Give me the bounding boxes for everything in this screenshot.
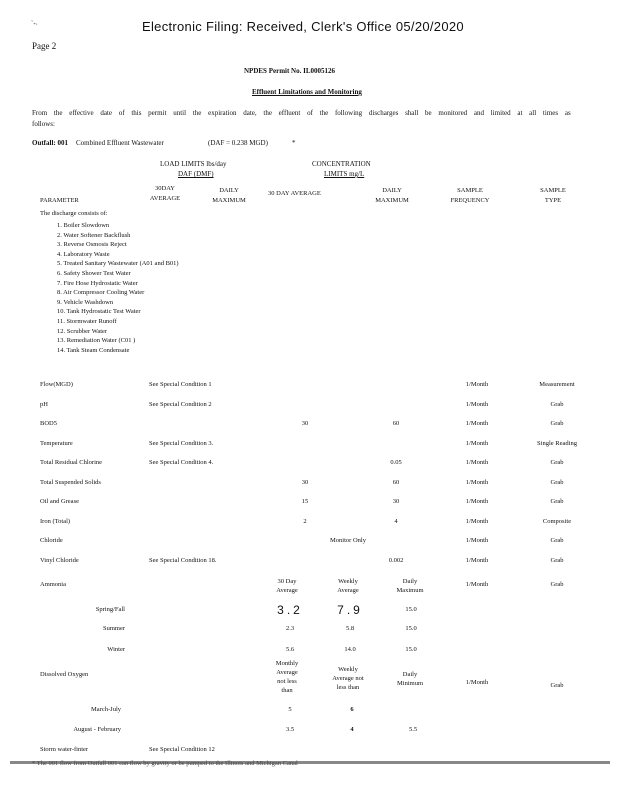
ammonia-freq: 1/Month (465, 581, 489, 588)
season-name: Spring/Fall (95, 606, 125, 613)
sample-type: Grab (550, 537, 564, 544)
season-name: March-July (91, 706, 121, 713)
load-avg-head: 30DAY AVERAGE (149, 185, 181, 202)
conc-max-value: 60 (392, 420, 400, 427)
sample-type: Grab (550, 498, 564, 505)
oxygen-weekly-value: 6 (350, 706, 354, 713)
conc-avg-value: 15 (301, 498, 309, 505)
discharge-item: 5. Treated Sanitary Wastewater (A01 and B01) (57, 260, 179, 268)
ammonia-avg30-value: 2.3 (285, 625, 295, 632)
sample-type-head: SAMPLE TYPE (540, 187, 566, 204)
param-name: Iron (Total) (40, 518, 71, 525)
oxygen-daily-value: 5.5 (408, 726, 418, 733)
conc-max-value: 0.002 (388, 557, 404, 564)
permit-number: NPDES Permit No. IL0005126 (244, 67, 335, 75)
conc-max-value: 0.05 (390, 459, 402, 466)
daf-dmf-head: DAF (DMF) (178, 170, 214, 178)
param-name: Temperature (40, 440, 73, 447)
discharge-item: 1. Boiler Slowdown (57, 222, 110, 229)
param-name: Total Residual Chlorine (40, 459, 103, 466)
ammonia-daily-value: 15.0 (405, 646, 417, 653)
conc-max-head: DAILY MAXIMUM (375, 187, 409, 204)
ammonia-weekly-value: 7.9 (337, 603, 363, 617)
parameter-head: PARAMETER (40, 197, 79, 204)
discharge-item: 6. Safety Shower Test Water (57, 269, 131, 277)
param-name: Oil and Grease (40, 498, 79, 505)
discharge-intro: The discharge consists of: (40, 210, 108, 217)
conc-avg-head: 30 DAY AVERAGE (268, 190, 321, 197)
discharge-item: 13. Remediation Water (C01 ) (57, 337, 136, 345)
ammonia-weekly-value: 5.8 (345, 625, 355, 632)
sample-frequency: 1/Month (465, 459, 489, 466)
intro-paragraph: From the effective date of this permit until the expiration date, the effluent of the following discharges shall be monitored and limited at all times as follows: (32, 109, 571, 128)
param-name: pH (40, 401, 48, 408)
season-name: Summer (102, 625, 125, 632)
param-name: Chloride (40, 537, 63, 544)
season-name: August - February (73, 726, 121, 733)
ammonia-avg30-value: 5.6 (285, 646, 295, 653)
load-avg-value: See Special Condition 3. (149, 440, 214, 447)
oxygen-weekly-head: Weekly Average not less than (332, 666, 364, 691)
section-title: Effluent Limitations and Monitoring (252, 88, 362, 96)
discharge-item: 3. Reverse Osmosis Reject (57, 241, 127, 249)
param-name: Flow(MGD) (40, 381, 73, 388)
conc-max-value: 60 (392, 479, 400, 486)
ammonia-param: Ammonia (40, 581, 66, 588)
load-max-head: DAILY MAXIMUM (212, 187, 246, 204)
discharge-list (57, 221, 179, 355)
oxygen-monthly-value: 5 (288, 706, 292, 713)
oxygen-param: Dissolved Oxygen (40, 671, 89, 678)
param-name: Vinyl Chloride (40, 557, 79, 564)
discharge-item: 4. Laboratory Waste (57, 250, 110, 258)
sample-type: Single Reading (537, 440, 577, 447)
concentration-head: CONCENTRATION (312, 160, 371, 168)
corner-mark: `-· (31, 21, 38, 28)
ammonia-daily-value: 15.0 (405, 606, 417, 613)
page-label: Page 2 (32, 41, 57, 51)
sample-type: Grab (550, 459, 564, 466)
ammonia-weekly-head: Weekly Average (337, 578, 359, 594)
daf-value: (DAF = 0.238 MGD) (208, 139, 268, 147)
conc-avg-value: 2 (303, 518, 307, 525)
footer-note: * The 001 flow from Outfall 001 can flow by gravity or be pumped to the Illinois and Michigan Canal (32, 760, 298, 767)
param-name: Total Suspended Solids (40, 479, 101, 486)
sample-type: Composite (542, 518, 572, 525)
limits-mgl-head: LIMITS mg/L (324, 170, 365, 178)
load-limits-head: LOAD LIMITS lbs/day (160, 160, 227, 168)
load-avg-value: See Special Condition 2 (149, 401, 212, 408)
sample-frequency: 1/Month (465, 401, 489, 408)
sample-type: Grab (550, 401, 564, 408)
season-name: Winter (107, 646, 125, 653)
sample-freq-head: SAMPLE FREQUENCY (450, 187, 490, 204)
ammonia-daily-head: Daily Maximum (396, 578, 424, 594)
discharge-item: 8. Air Compressor Cooling Water (57, 289, 145, 297)
load-avg-value: See Special Condition 1 (149, 381, 212, 388)
sample-frequency: 1/Month (465, 498, 489, 505)
load-avg-value: See Special Condition 18. (149, 557, 217, 564)
load-avg-value: See Special Condition 4. (149, 459, 214, 466)
oxygen-daily-head: Daily Minimum (396, 671, 424, 687)
oxygen-type: Grab (550, 682, 564, 689)
discharge-item: 11. Stormwater Runoff (57, 317, 117, 325)
filing-stamp: Electronic Filing: Received, Clerk's Office 05/20/2020 (142, 19, 464, 34)
outfall-label: Outfall: 001 (32, 139, 68, 147)
sample-frequency: 1/Month (465, 557, 489, 564)
discharge-item: 12. Scrubber Water (57, 327, 108, 335)
conc-max-value: 30 (392, 498, 400, 505)
outfall-desc: Combined Effluent Wastewater (76, 139, 164, 147)
sample-type: Measurement (539, 381, 575, 388)
discharge-item: 7. Fire Hose Hydrostatic Water (57, 279, 138, 287)
sample-frequency: 1/Month (465, 537, 489, 544)
param-name: BOD5 (40, 420, 57, 427)
conc-avg-value: 30 (301, 420, 309, 427)
oxygen-freq: 1/Month (465, 679, 489, 686)
ammonia-type: Grab (550, 581, 564, 588)
sample-frequency: 1/Month (465, 518, 489, 525)
ammonia-weekly-value: 14.0 (344, 646, 356, 653)
storm-condition: See Special Condition 12 (149, 746, 215, 753)
sample-frequency: 1/Month (465, 381, 489, 388)
ammonia-avg30-value: 3.2 (277, 603, 303, 617)
ammonia-avg30-head: 30 Day Average (276, 578, 298, 594)
sample-frequency: 1/Month (465, 420, 489, 427)
asterisk: * (292, 139, 296, 147)
conc-avg-value: Monitor Only (330, 537, 366, 544)
ammonia-daily-value: 15.0 (405, 625, 417, 632)
sample-frequency: 1/Month (465, 440, 489, 447)
oxygen-monthly-head: Monthly Average not less than (275, 660, 299, 694)
sample-type: Grab (550, 420, 564, 427)
oxygen-weekly-value: 4 (350, 726, 354, 733)
conc-max-value: 4 (394, 518, 398, 525)
sample-type: Grab (550, 479, 564, 486)
discharge-item: 2. Water Softener Backflush (57, 231, 131, 239)
discharge-item: 9. Vehicle Washdown (57, 298, 114, 306)
discharge-item: 10. Tank Hydrostatic Test Water (57, 308, 141, 316)
sample-type: Grab (550, 557, 564, 564)
storm-param: Storm water-finter (40, 746, 89, 753)
discharge-item: 14. Tank Steam Condensate (57, 346, 130, 354)
oxygen-monthly-value: 3.5 (285, 726, 295, 733)
conc-avg-value: 30 (301, 479, 309, 486)
sample-frequency: 1/Month (465, 479, 489, 486)
